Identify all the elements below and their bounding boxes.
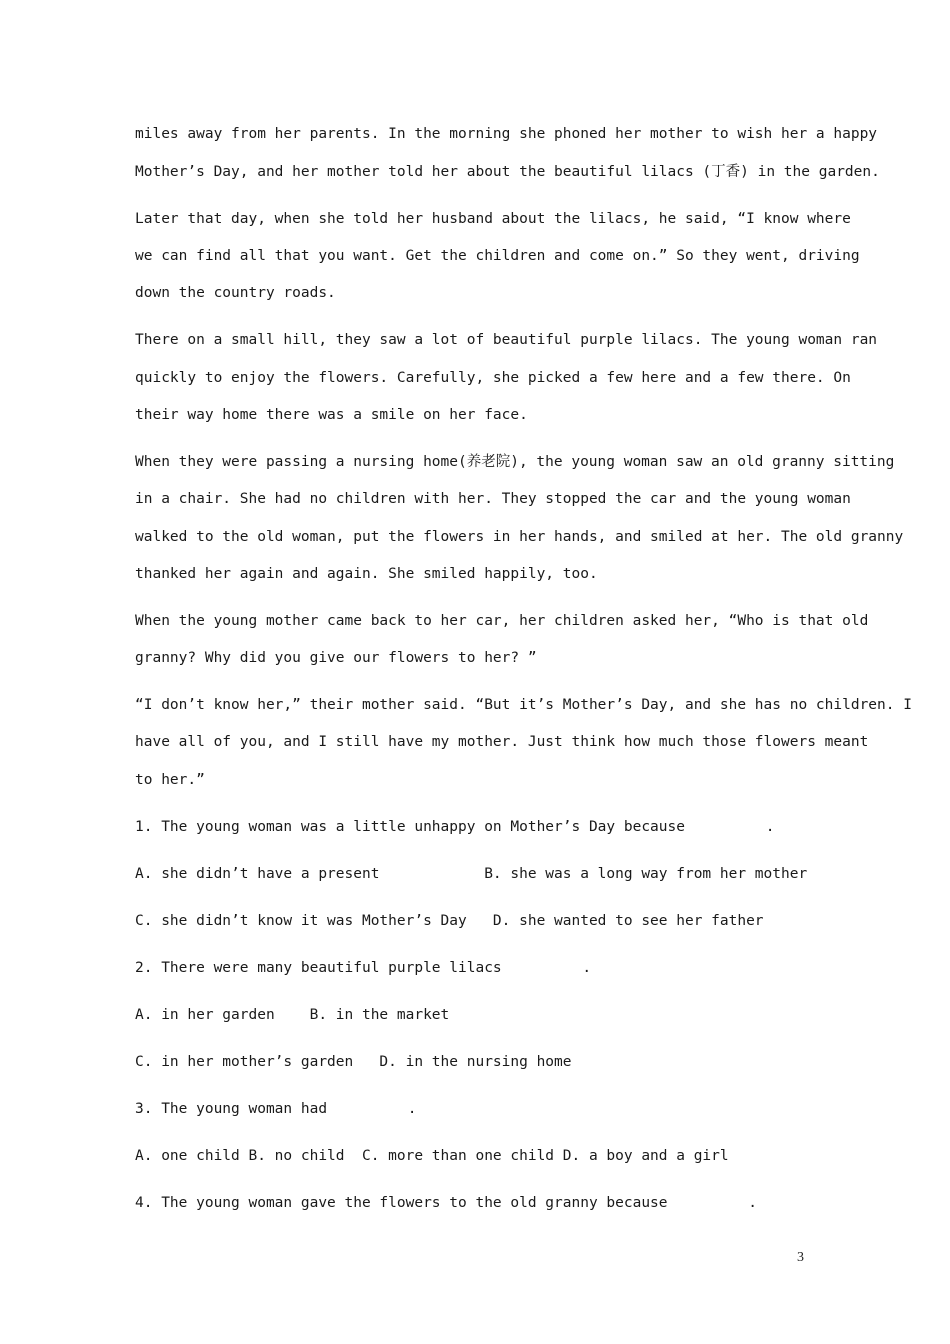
question-stem: 3. The young woman had [135,1101,328,1117]
passage-line: Later that day, when she told her husband about the lilacs, he said, “I know where [135,211,851,227]
question-4 [135,1193,815,1213]
passage-line: walked to the old woman, put the flowers in her hands, and smiled at her. The old granny [135,529,904,545]
passage-line: we can find all that you want. Get the children and come on.” So they went, driving [135,248,860,264]
question-end: . [582,960,592,976]
question-3 [135,1099,815,1119]
question-end: . [765,819,775,835]
passage-line: When the young mother came back to her car, her children asked her, “Who is that old [135,613,869,629]
passage-line: to her.” [135,772,205,788]
question-stem: 4. The young woman gave the flowers to the old granny because [135,1195,668,1211]
question-3-options-row-1: A. one child B. no child C. more than one child D. a boy and a girl [135,1148,729,1164]
passage-line: miles away from her parents. In the morning she phoned her mother to wish her a happy [135,126,878,142]
passage-line: There on a small hill, they saw a lot of beautiful purple lilacs. The young woman ran [135,332,878,348]
question-end: . [748,1195,757,1211]
page-number: 3 [797,1250,804,1265]
question-stem: 1. The young woman was a little unhappy on Mother’s Day because [135,819,685,835]
passage-line: Mother’s Day, and her mother told her about the beautiful lilacs (丁香) in the garden. [135,164,880,180]
passage-line: down the country roads. [135,285,336,301]
question-end: . [407,1101,417,1117]
question-stem: 2. There were many beautiful purple lilacs [135,960,502,976]
question-1-options-row-2: C. she didn’t know it was Mother’s Day D. she wanted to see her father [135,913,764,929]
passage-line: thanked her again and again. She smiled happily, too. [135,566,598,582]
passage-line: When they were passing a nursing home(养老院), the young woman saw an old granny sitting [135,454,895,470]
passage-line: have all of you, and I still have my mother. Just think how much those flowers meant [135,734,869,750]
passage-line: in a chair. She had no children with her. They stopped the car and the young woman [135,491,851,507]
question-2-options-row-1: A. in her garden B. in the market [135,1007,450,1023]
question-2 [135,958,815,978]
question-2-options-row-2: C. in her mother’s garden D. in the nursing home [135,1054,572,1070]
passage-line: their way home there was a smile on her face. [135,407,528,423]
passage-line: quickly to enjoy the flowers. Carefully, she picked a few here and a few there. On [135,370,851,386]
passage-line: “I don’t know her,” their mother said. “But it’s Mother’s Day, and she has no children. I [135,697,912,713]
question-1 [135,817,815,837]
question-1-options-row-1: A. she didn’t have a present B. she was a long way from her mother [135,866,808,882]
passage-line: granny? Why did you give our flowers to her? ” [135,650,537,666]
